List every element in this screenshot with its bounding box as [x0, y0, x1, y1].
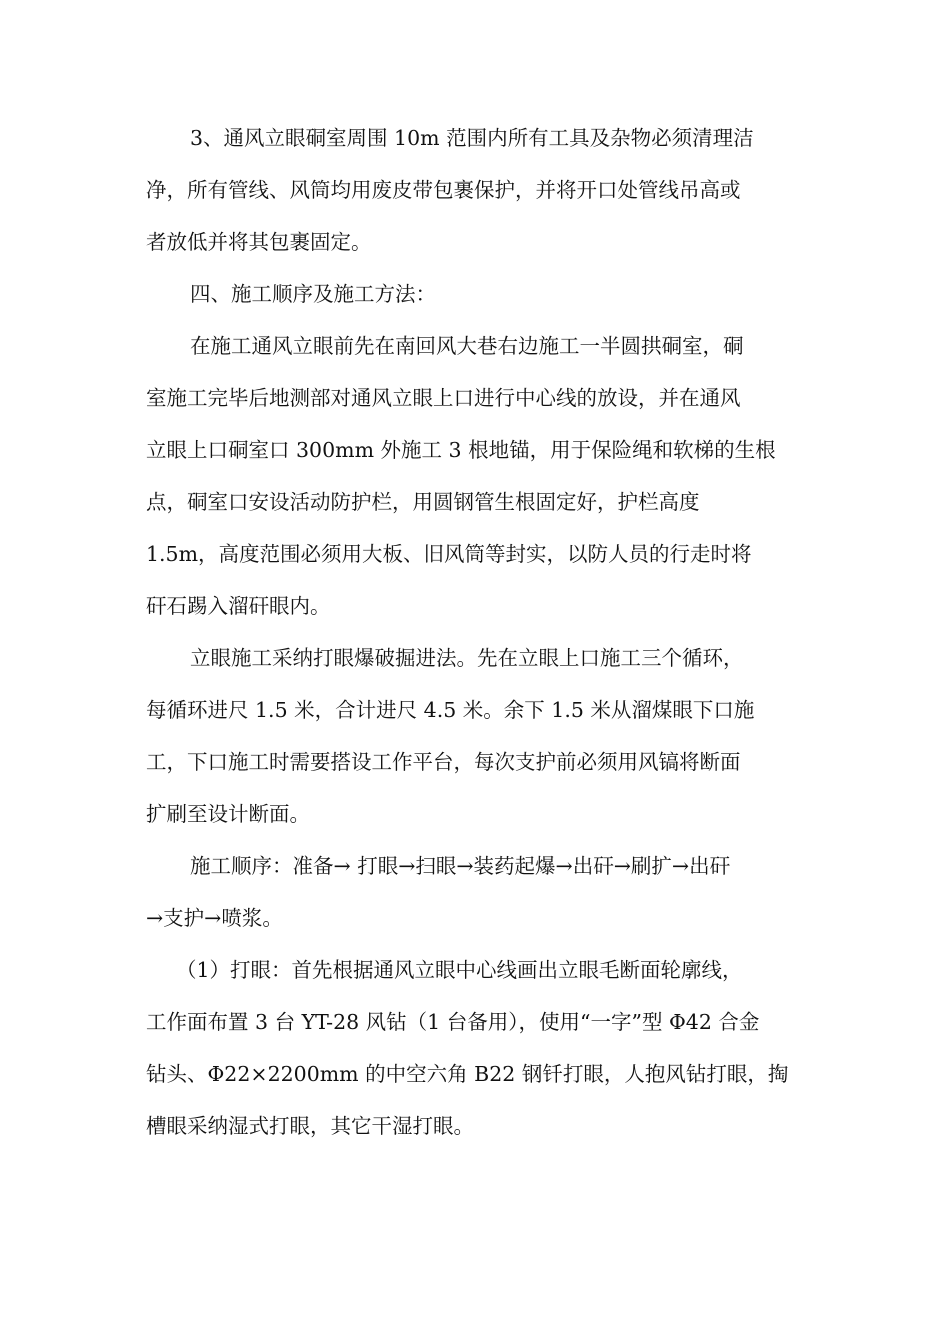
paragraph-chamber-construction	[146, 320, 806, 632]
text-line: 钻头、Φ22×2200mm 的中空六角 B22 钢钎打眼，人抱风钻打眼，掏	[146, 1062, 789, 1086]
text-line: 扩刷至设计断面。	[146, 802, 310, 826]
text-line: 槽眼采纳湿式打眼，其它干湿打眼。	[146, 1114, 474, 1138]
text-line: （1）打眼：首先根据通风立眼中心线画出立眼毛断面轮廓线，	[176, 958, 743, 982]
paragraph-drilling	[146, 944, 806, 1152]
text-line: 每循环进尺 1.5 米，合计进尺 4.5 米。余下 1.5 米从溜煤眼下口施	[146, 698, 755, 722]
paragraph-site-cleanup	[146, 112, 806, 268]
text-line: 点，硐室口安设活动防护栏，用圆钢管生根固定好，护栏高度	[146, 490, 700, 514]
heading-text: 四、施工顺序及施工方法：	[190, 282, 436, 306]
text-line: 1.5m，高度范围必须用大板、旧风筒等封实，以防人员的行走时将	[146, 542, 752, 566]
text-line: 室施工完毕后地测部对通风立眼上口进行中心线的放设，并在通风	[146, 386, 741, 410]
text-line: 施工顺序：准备→ 打眼→扫眼→装药起爆→出矸→刷扩→出矸	[190, 854, 731, 878]
paragraph-excavation-method	[146, 632, 806, 840]
section-heading	[146, 268, 806, 320]
text-line: 者放低并将其包裹固定。	[146, 230, 372, 254]
document-body	[146, 112, 806, 1152]
text-line: 工，下口施工时需要搭设工作平台，每次支护前必须用风镐将断面	[146, 750, 741, 774]
text-line: 净，所有管线、风筒均用废皮带包裹保护，并将开口处管线吊高或	[146, 178, 741, 202]
text-line: 立眼上口硐室口 300mm 外施工 3 根地锚，用于保险绳和软梯的生根	[146, 438, 776, 462]
paragraph-construction-sequence	[146, 840, 806, 944]
text-line: 工作面布置 3 台 YT-28 风钻（1 台备用），使用“一字”型 Φ42 合金	[146, 1010, 760, 1034]
text-line: →支护→喷浆。	[146, 906, 283, 930]
text-line: 3、通风立眼硐室周围 10m 范围内所有工具及杂物必须清理洁	[190, 126, 754, 150]
text-line: 立眼施工采纳打眼爆破掘进法。先在立眼上口施工三个循环，	[190, 646, 744, 670]
text-line: 在施工通风立眼前先在南回风大巷右边施工一半圆拱硐室，硐	[190, 334, 744, 358]
text-line: 矸石踢入溜矸眼内。	[146, 594, 331, 618]
